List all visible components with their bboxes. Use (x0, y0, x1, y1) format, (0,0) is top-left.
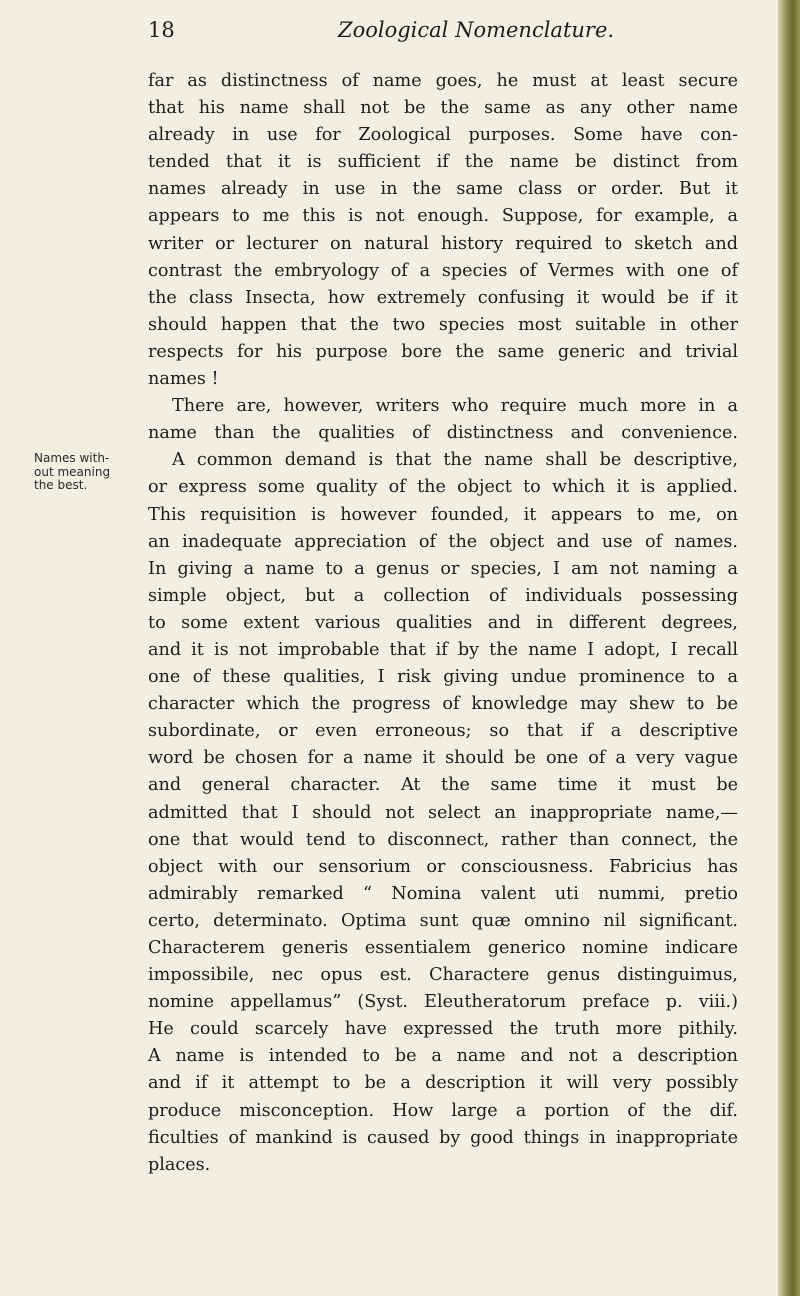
text-line: one of these qualities, I risk giving undue prominence to a (148, 667, 738, 688)
text-line: simple object, but a collection of individuals possessing (148, 585, 738, 606)
text-line: or express some quality of the object to which it is applied. (148, 477, 738, 498)
text-line: In giving a name to a genus or species, I am not naming a (148, 558, 738, 579)
text-line: already in use for Zoological purposes. Some have con- (148, 125, 738, 146)
text-line: object with our sensorium or consciousness. Fabricius has (148, 856, 738, 877)
text-line: writer or lecturer on natural history required to sketch and (148, 233, 738, 254)
text-line: produce misconception. How large a portion of the dif. (148, 1100, 738, 1121)
body-text (148, 68, 738, 1179)
text-line: that his name shall not be the same as any other name (148, 98, 738, 119)
text-line: admirably remarked “ Nomina valent uti nummi, pretio (148, 883, 738, 904)
margin-note-line: the best. (34, 478, 88, 492)
text-line: to some extent various qualities and in different degrees, (148, 612, 738, 633)
text-line: names already in use in the same class or order. But it (148, 179, 738, 200)
text-line: names ! (148, 369, 219, 390)
text-line: admitted that I should not select an inappropriate name,— (148, 802, 738, 823)
text-line: respects for his purpose bore the same generic and trivial (148, 341, 738, 362)
text-line: the class Insecta, how extremely confusing it would be if it (148, 287, 738, 308)
text-line: and if it attempt to be a description it will very possibly (148, 1073, 738, 1094)
text-line: and it is not improbable that if by the name I adopt, I recall (148, 639, 738, 660)
text-line: certo, determinato. Optima sunt quæ omnino nil significant. (148, 910, 738, 931)
margin-note-line: Names with- (34, 451, 110, 465)
text-line: one that would tend to disconnect, rather than connect, the (148, 829, 738, 850)
text-line: an inadequate appreciation of the object and use of names. (148, 531, 738, 552)
text-line: word be chosen for a name it should be one of a very vague (148, 748, 738, 769)
text-line: appears to me this is not enough. Suppose, for example, a (148, 206, 738, 227)
page-edge (778, 0, 800, 1296)
text-line: A name is intended to be a name and not a description (148, 1046, 738, 1067)
text-line: character which the progress of knowledge may shew to be (148, 694, 738, 715)
running-title: Zoological Nomenclature. (338, 18, 615, 42)
text-line: There are, however, writers who require much more in a (172, 396, 738, 417)
page-number: 18 (148, 18, 175, 42)
text-line: should happen that the two species most suitable in other (148, 314, 738, 335)
text-line: subordinate, or even erroneous; so that if a descriptive (148, 721, 738, 742)
page-header (148, 18, 738, 52)
margin-note-line: out meaning (34, 464, 111, 479)
text-line: name than the qualities of distinctness and convenience. (148, 423, 738, 444)
text-line: and general character. At the same time it must be (148, 775, 738, 796)
text-line: ficulties of mankind is caused by good things in inappropriate (148, 1127, 738, 1148)
margin-note (34, 452, 146, 493)
text-line: Characterem generis essentialem generico nomine indicare (148, 938, 738, 958)
text-line: places. (148, 1154, 211, 1175)
text-line: far as distinctness of name goes, he must at least secure (148, 71, 738, 91)
text-line: contrast the embryology of a species of Vermes with one of (148, 260, 738, 281)
text-line: He could scarcely have expressed the truth more pithily. (148, 1019, 738, 1040)
text-line: tended that it is sufficient if the name be distinct from (148, 152, 738, 173)
text-line: impossibile, nec opus est. Charactere genus distinguimus, (148, 965, 738, 986)
text-line: A common demand is that the name shall be descriptive, (172, 450, 738, 471)
text-line: This requisition is however founded, it appears to me, on (148, 504, 738, 525)
text-line: nomine appellamus” (Syst. Eleutheratorum preface p. viii.) (148, 992, 738, 1013)
